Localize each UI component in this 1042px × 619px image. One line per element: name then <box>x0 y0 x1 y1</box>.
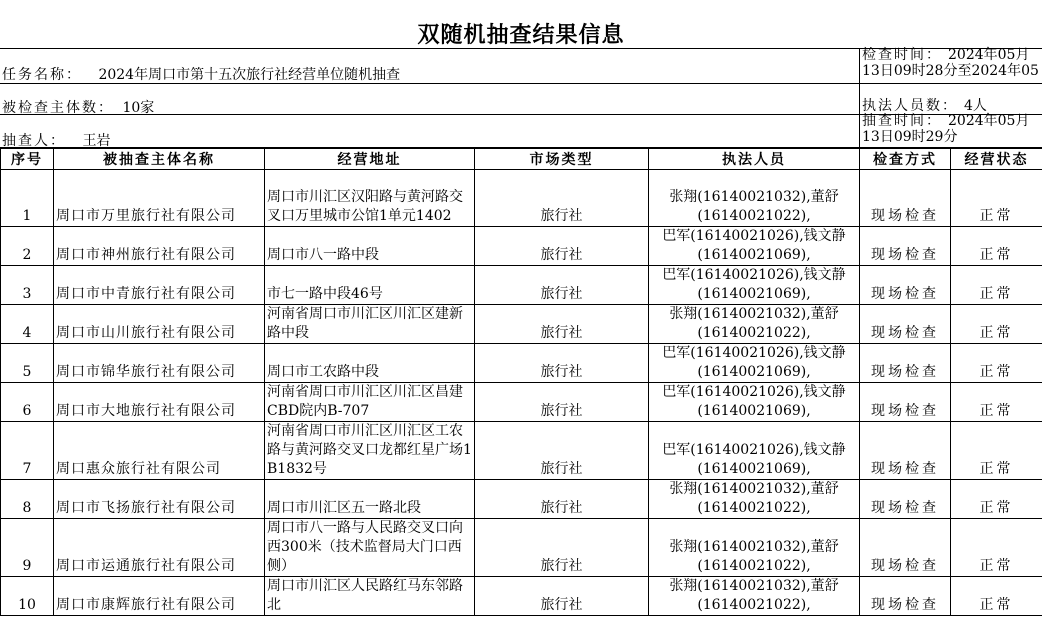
inspector-label: 抽查人： <box>2 133 66 149</box>
subject-count-label: 被检查主体数： <box>2 100 114 116</box>
cell-method: 现场检查 <box>860 344 951 383</box>
table-row <box>1 266 1042 305</box>
cell-staff: 张翔(16140021032),董舒(16140021022), <box>649 305 860 344</box>
cell-method: 现场检查 <box>860 519 951 577</box>
cell-method: 现场检查 <box>860 422 951 480</box>
cell-name: 周口市万里旅行社有限公司 <box>54 170 265 227</box>
cell-no: 8 <box>1 480 54 519</box>
cell-no: 2 <box>1 227 54 266</box>
cell-status: 正常 <box>951 305 1042 344</box>
cell-address: 河南省周口市川汇区川汇区建新路中段 <box>265 305 475 344</box>
cell-status: 正常 <box>951 577 1042 616</box>
cell-address: 周口市川汇区人民路红马东邻路北 <box>265 577 475 616</box>
cell-address: 周口市工农路中段 <box>265 344 475 383</box>
cell-method: 现场检查 <box>860 383 951 422</box>
header-name: 被抽查主体名称 <box>54 148 265 170</box>
header-no: 序号 <box>1 148 54 170</box>
cell-status: 正常 <box>951 266 1042 305</box>
cell-method: 现场检查 <box>860 227 951 266</box>
cell-status: 正常 <box>951 170 1042 227</box>
cell-market: 旅行社 <box>475 422 649 480</box>
cell-name: 周口市运通旅行社有限公司 <box>54 519 265 577</box>
cell-market: 旅行社 <box>475 519 649 577</box>
cell-address: 周口市八一路与人民路交叉口向西300米（技术监督局大门口西侧） <box>265 519 475 577</box>
cell-status: 正常 <box>951 383 1042 422</box>
cell-status: 正常 <box>951 519 1042 577</box>
cell-market: 旅行社 <box>475 305 649 344</box>
table-row <box>1 170 1042 227</box>
task-name-label: 任务名称： <box>2 67 82 83</box>
cell-method: 现场检查 <box>860 577 951 616</box>
header-address: 经营地址 <box>265 148 475 170</box>
cell-staff: 张翔(16140021032),董舒(16140021022), <box>649 480 860 519</box>
subject-count-row <box>2 97 154 117</box>
cell-staff: 巴军(16140021026),钱文静(16140021069), <box>649 227 860 266</box>
cell-name: 周口市中青旅行社有限公司 <box>54 266 265 305</box>
cell-market: 旅行社 <box>475 344 649 383</box>
staff-count-label: 执法人员数： <box>862 98 958 114</box>
info-divider <box>859 48 860 147</box>
cell-address: 周口市八一路中段 <box>265 227 475 266</box>
cell-market: 旅行社 <box>475 383 649 422</box>
cell-market: 旅行社 <box>475 227 649 266</box>
cell-status: 正常 <box>951 422 1042 480</box>
cell-staff: 张翔(16140021032),董舒(16140021022), <box>649 170 860 227</box>
cell-status: 正常 <box>951 344 1042 383</box>
task-name-row <box>2 64 400 84</box>
cell-market: 旅行社 <box>475 170 649 227</box>
cell-address: 市七一路中段46号 <box>265 266 475 305</box>
staff-count-value: 4人 <box>964 98 987 114</box>
sample-time-cell <box>862 113 1029 145</box>
cell-staff: 巴军(16140021026),钱文静(16140021069), <box>649 383 860 422</box>
cell-status: 正常 <box>951 227 1042 266</box>
sample-time-label: 抽查时间： <box>862 113 942 129</box>
cell-name: 周口市神州旅行社有限公司 <box>54 227 265 266</box>
cell-market: 旅行社 <box>475 480 649 519</box>
cell-name: 周口市大地旅行社有限公司 <box>54 383 265 422</box>
header-market: 市场类型 <box>475 148 649 170</box>
cell-no: 9 <box>1 519 54 577</box>
task-name-value: 2024年周口市第十五次旅行社经营单位随机抽查 <box>98 67 401 83</box>
cell-method: 现场检查 <box>860 480 951 519</box>
table-row <box>1 577 1042 616</box>
cell-method: 现场检查 <box>860 170 951 227</box>
check-time-value-line1: 2024年05月 <box>948 47 1030 63</box>
cell-staff: 张翔(16140021032),董舒(16140021022), <box>649 577 860 616</box>
inspector-value: 王岩 <box>82 133 111 149</box>
table-row <box>1 422 1042 480</box>
cell-status: 正常 <box>951 480 1042 519</box>
cell-method: 现场检查 <box>860 266 951 305</box>
cell-address: 周口市川汇区汉阳路与黄河路交叉口万里城市公馆1单元1402 <box>265 170 475 227</box>
cell-address: 周口市川汇区五一路北段 <box>265 480 475 519</box>
cell-staff: 巴军(16140021026),钱文静(16140021069), <box>649 266 860 305</box>
cell-no: 6 <box>1 383 54 422</box>
cell-no: 5 <box>1 344 54 383</box>
header-status: 经营状态 <box>951 148 1042 170</box>
cell-staff: 张翔(16140021032),董舒(16140021022), <box>649 519 860 577</box>
header-method: 检查方式 <box>860 148 951 170</box>
cell-name: 周口惠众旅行社有限公司 <box>54 422 265 480</box>
check-time-label: 检查时间： <box>862 47 942 63</box>
cell-staff: 巴军(16140021026),钱文静(16140021069), <box>649 344 860 383</box>
table-row <box>1 480 1042 519</box>
cell-address: 河南省周口市川汇区川汇区昌建CBD院内B-707 <box>265 383 475 422</box>
cell-market: 旅行社 <box>475 266 649 305</box>
results-table <box>0 147 1042 616</box>
table-header-row <box>1 148 1042 170</box>
cell-no: 10 <box>1 577 54 616</box>
table-row <box>1 519 1042 577</box>
cell-name: 周口市山川旅行社有限公司 <box>54 305 265 344</box>
table-row <box>1 383 1042 422</box>
cell-name: 周口市锦华旅行社有限公司 <box>54 344 265 383</box>
cell-name: 周口市飞扬旅行社有限公司 <box>54 480 265 519</box>
sample-time-value-line1: 2024年05月 <box>948 113 1030 129</box>
cell-method: 现场检查 <box>860 305 951 344</box>
cell-market: 旅行社 <box>475 577 649 616</box>
table-row <box>1 227 1042 266</box>
check-time-cell <box>862 47 1039 79</box>
cell-no: 3 <box>1 266 54 305</box>
header-staff: 执法人员 <box>649 148 860 170</box>
check-time-value-line2: 13日09时28分至2024年05 <box>862 63 1039 79</box>
table-row <box>1 305 1042 344</box>
cell-no: 7 <box>1 422 54 480</box>
page-title: 双随机抽查结果信息 <box>417 23 625 48</box>
staff-count-cell <box>862 98 987 114</box>
cell-name: 周口市康辉旅行社有限公司 <box>54 577 265 616</box>
sample-time-value-line2: 13日09时29分 <box>862 129 958 145</box>
table-row <box>1 344 1042 383</box>
cell-address: 河南省周口市川汇区川汇区工农路与黄河路交叉口龙都红星广场1B1832号 <box>265 422 475 480</box>
cell-no: 1 <box>1 170 54 227</box>
cell-staff: 巴军(16140021026),钱文静(16140021069), <box>649 422 860 480</box>
subject-count-value: 10家 <box>122 100 155 116</box>
cell-no: 4 <box>1 305 54 344</box>
